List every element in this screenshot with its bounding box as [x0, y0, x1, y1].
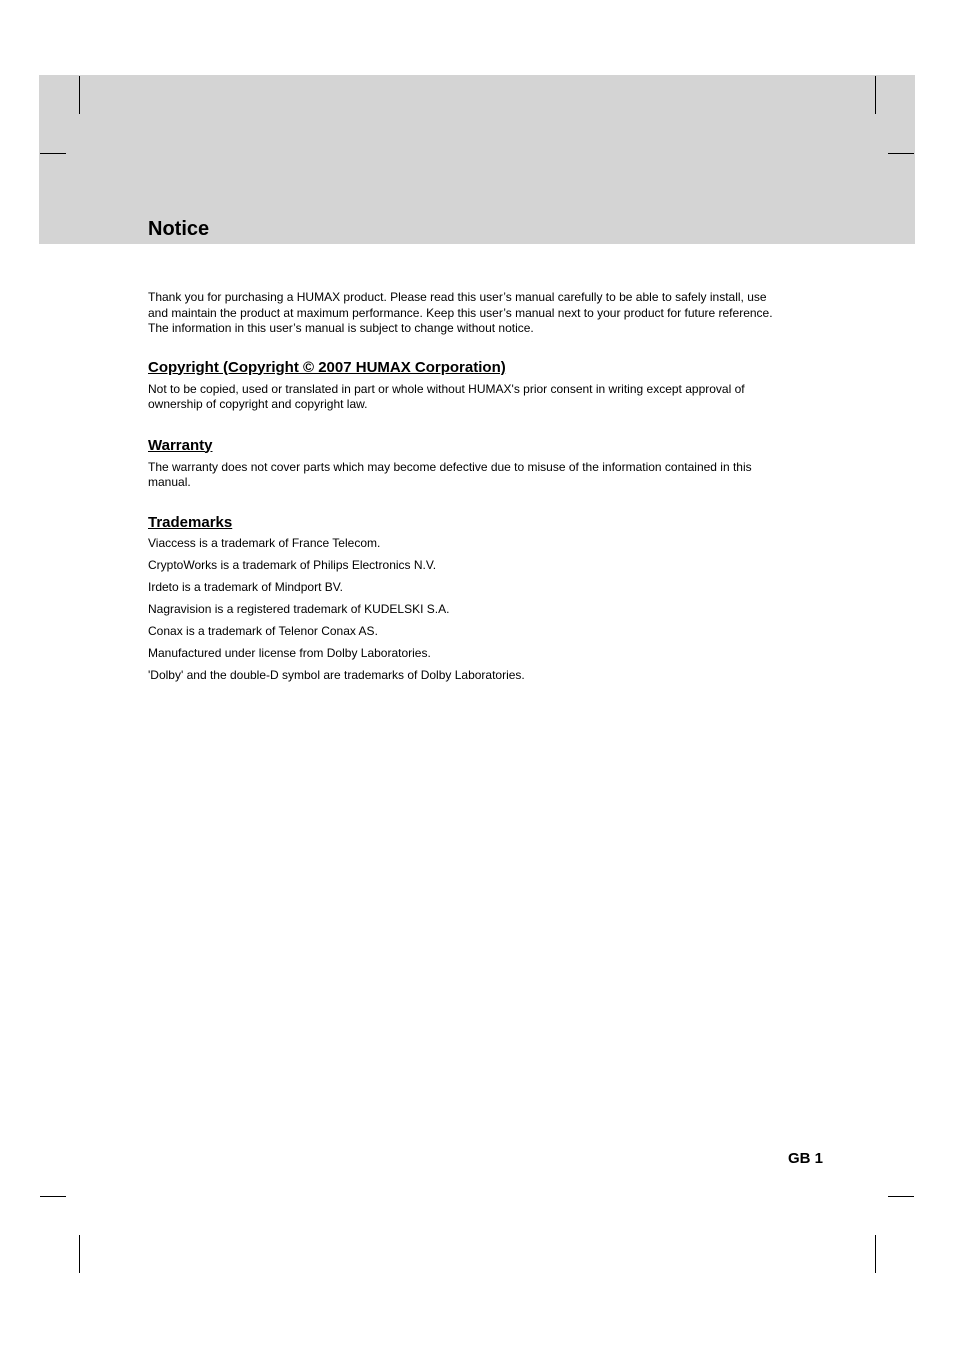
trademark-item: Nagravision is a registered trademark of KUDELSKI S.A.: [148, 601, 450, 616]
trademarks-list: [148, 536, 828, 683]
trademarks-heading: Trademarks: [148, 513, 233, 531]
copyright-section: [148, 359, 828, 413]
crop-mark-bottom-right-vertical: [875, 1235, 876, 1273]
crop-mark-top-right-horizontal: [888, 153, 914, 154]
trademarks-section: [148, 514, 828, 683]
trademark-item: CryptoWorks is a trademark of Philips Electronics N.V.: [148, 557, 437, 572]
trademark-item: Irdeto is a trademark of Mindport BV.: [148, 579, 343, 594]
trademark-item: Conax is a trademark of Telenor Conax AS.: [148, 623, 378, 638]
warranty-body: [148, 460, 828, 491]
trademark-item: Manufactured under license from Dolby Laboratories.: [148, 645, 431, 660]
copyright-line: Not to be copied, used or translated in part or whole without HUMAX's prior consent in writing except approval of: [148, 381, 745, 396]
trademark-item: 'Dolby' and the double-D symbol are trademarks of Dolby Laboratories.: [148, 667, 525, 682]
notice-content: [148, 290, 828, 690]
intro-paragraph: [148, 290, 828, 337]
warranty-line: manual.: [148, 475, 191, 489]
crop-mark-top-left-horizontal: [40, 153, 66, 154]
warranty-heading: Warranty: [148, 436, 213, 454]
crop-mark-top-left-vertical: [79, 76, 80, 114]
warranty-section: [148, 437, 828, 491]
trademark-item: Viaccess is a trademark of France Telecom.: [148, 535, 381, 550]
page-title: Notice: [148, 218, 210, 240]
intro-line: Thank you for purchasing a HUMAX product. Please read this user’s manual carefully to be able to safely install, use: [148, 290, 767, 304]
intro-line: and maintain the product at maximum performance. Keep this user’s manual next to your product for future reference.: [148, 305, 773, 320]
page-number: GB 1: [788, 1150, 824, 1167]
crop-mark-bottom-left-vertical: [79, 1235, 80, 1273]
copyright-line: ownership of copyright and copyright law.: [148, 397, 368, 411]
copyright-heading: Copyright (Copyright © 2007 HUMAX Corporation): [148, 358, 506, 376]
crop-mark-top-right-vertical: [875, 76, 876, 114]
copyright-body: [148, 382, 828, 413]
crop-mark-bottom-right-horizontal: [888, 1196, 914, 1197]
warranty-line: The warranty does not cover parts which may become defective due to misuse of the information contained in this: [148, 459, 752, 474]
crop-mark-bottom-left-horizontal: [40, 1196, 66, 1197]
intro-line: The information in this user’s manual is subject to change without notice.: [148, 321, 534, 335]
